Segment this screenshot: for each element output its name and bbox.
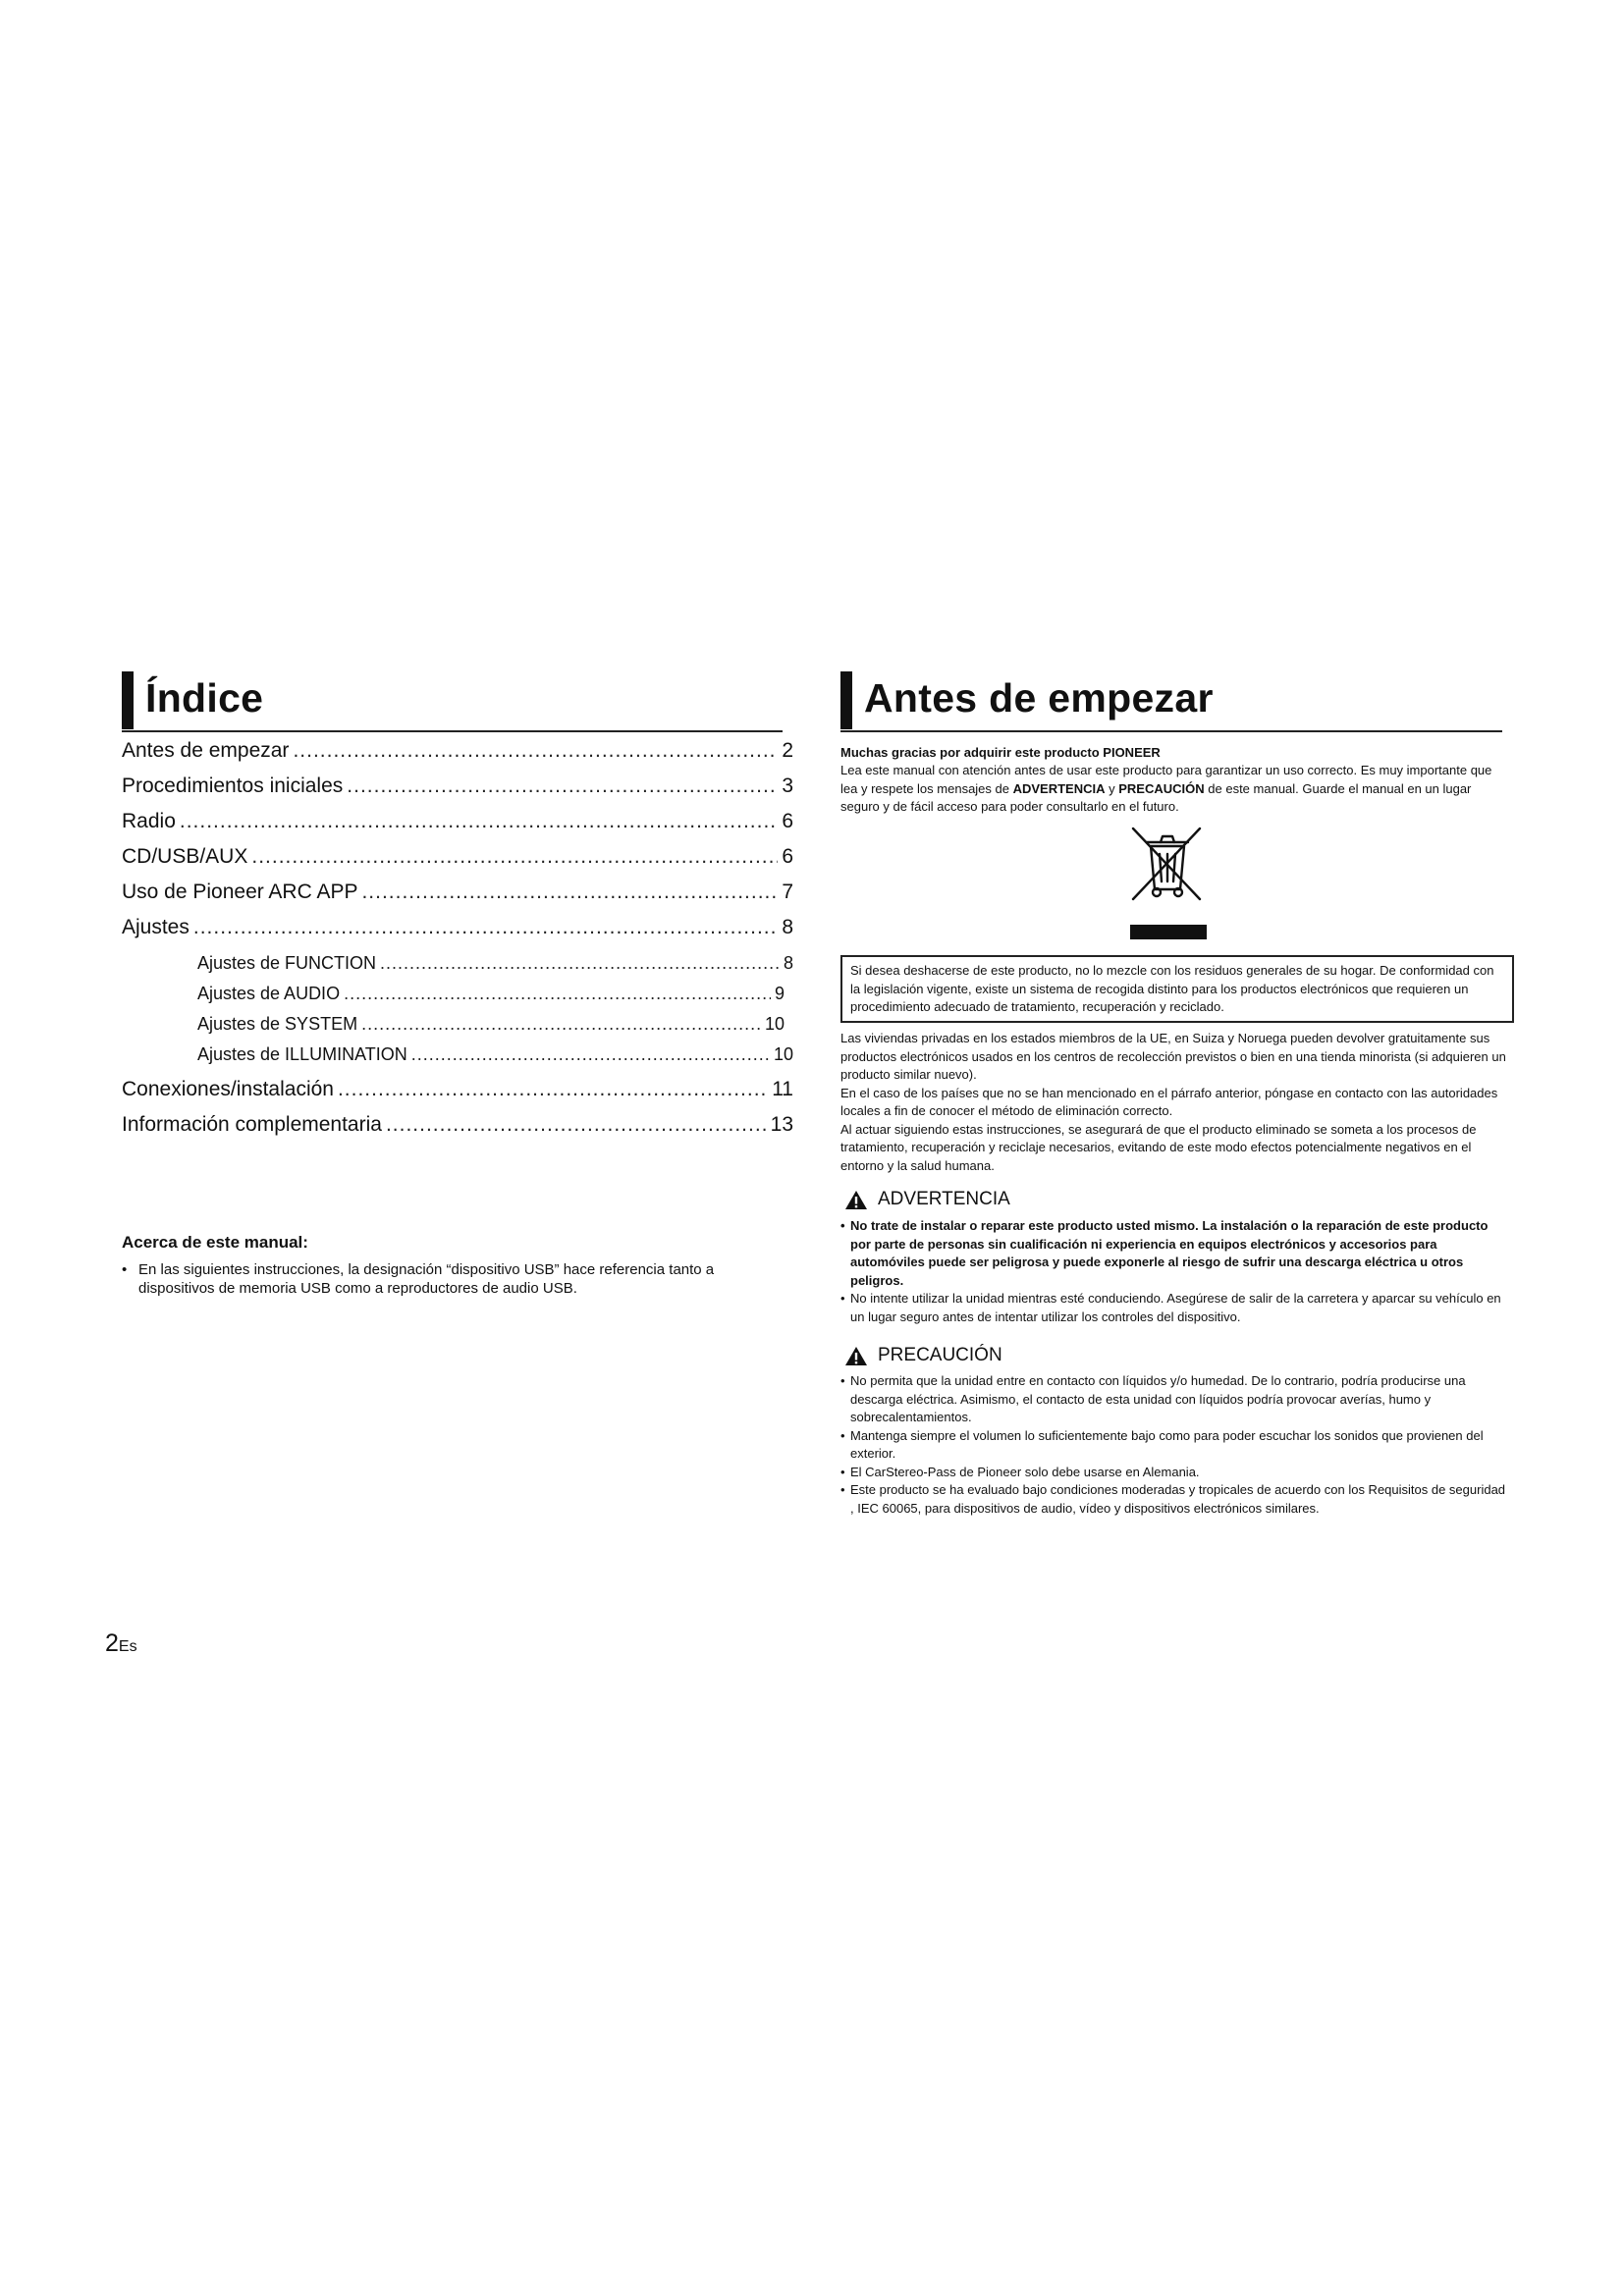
toc-leader [361, 881, 778, 904]
toc-entry-page: 2 [782, 739, 793, 762]
page-number [105, 1629, 137, 1658]
bullet: • [122, 1261, 128, 1278]
toc-entry-title: CD/USB/AUX [122, 845, 248, 868]
precaucion-heading [844, 1345, 1002, 1366]
warning-triangle-icon [844, 1346, 868, 1366]
toc-entry-page: 10 [764, 1014, 785, 1034]
caution-item-text: El CarStereo-Pass de Pioneer solo debe usarse en Alemania. [850, 1464, 1200, 1479]
toc-leader [361, 1014, 761, 1035]
intro-text: Lea este manual con atención antes de usar este producto para garantizar un uso correcto. Es muy importante que lea y respete los mensajes de [840, 763, 1492, 796]
toc-entry-title: Ajustes [122, 916, 189, 938]
precaucion-list [840, 1372, 1508, 1518]
list-item [840, 1427, 1508, 1464]
toc-entry-title: Ajustes de AUDIO [197, 984, 341, 1003]
antes-title: Antes de empezar [864, 675, 1214, 721]
intro-paragraph [840, 762, 1508, 817]
toc-leader [344, 984, 771, 1004]
caution-item-text: No permita que la unidad entre en contacto con líquidos y/o humedad. De lo contrario, podría producirse una descarga eléctrica. Asimismo, el contacto de esta unidad con líquidos podría provocar averías, humo y sobrecalentamientos. [850, 1373, 1466, 1424]
toc-entry-page: 7 [782, 881, 793, 903]
toc-entry-arc-app[interactable] [122, 881, 793, 910]
toc-leader [251, 845, 778, 869]
toc-entry-antes[interactable] [122, 739, 793, 769]
toc-entry-page: 6 [782, 810, 793, 832]
bullet: • [840, 1373, 845, 1388]
toc-entry-page: 3 [782, 774, 793, 797]
precaucion-title: PRECAUCIÓN [878, 1345, 1002, 1365]
toc-leader [411, 1044, 770, 1065]
toc-entry-radio[interactable] [122, 810, 793, 839]
toc-leader [180, 810, 778, 833]
caution-item-text: Mantenga siempre el volumen lo suficientemente bajo como para poder escuchar los sonidos que provienen del exterior. [850, 1427, 1484, 1461]
toc-leader [347, 774, 778, 798]
crossed-out-wheelie-bin-icon [1127, 827, 1210, 940]
intro-text: de este manual. Guarde el manual en un lugar seguro y de fácil acceso para poder consultarlo en el futuro. [840, 780, 1472, 814]
toc-entry-title: Información complementaria [122, 1113, 382, 1136]
bullet: • [840, 1427, 845, 1443]
toc-sub-illumination[interactable] [197, 1044, 793, 1070]
bullet: • [840, 1218, 845, 1233]
about-manual-text [122, 1260, 789, 1298]
toc-entry-cd-usb-aux[interactable] [122, 845, 793, 875]
advertencia-list [840, 1217, 1508, 1326]
toc-entry-procedimientos[interactable] [122, 774, 793, 804]
toc-entry-page: 6 [782, 845, 793, 868]
toc-entry-page: 13 [770, 1113, 793, 1136]
toc-leader [386, 1113, 767, 1137]
toc-entry-page: 11 [772, 1078, 793, 1100]
bullet: • [840, 1464, 845, 1479]
toc-sub-audio[interactable] [197, 984, 785, 1009]
advertencia-heading [844, 1189, 1010, 1210]
about-manual-paragraph: En las siguientes instrucciones, la designación “dispositivo USB” hace referencia tanto a dispositivos de memoria USB como a reproductores de audio USB. [138, 1261, 715, 1297]
list-item [840, 1372, 1508, 1427]
heading-bar [122, 671, 134, 729]
list-item [840, 1217, 1508, 1290]
toc-entry-title: Radio [122, 810, 176, 832]
intro-bold-precaucion: PRECAUCIÓN [1118, 780, 1205, 796]
disposal-notice-text: Si desea deshacerse de este producto, no lo mezcle con los residuos generales de su hogar. De conformidad con la legislación vigente, existe un sistema de recogida distinto para los productos electrónicos que requieren un procedimiento adecuado de tratamiento, recuperación y reciclado. [850, 963, 1494, 1014]
heading-bar [840, 671, 852, 729]
warning-triangle-icon [844, 1190, 868, 1210]
toc-entry-ajustes[interactable] [122, 916, 793, 945]
toc-entry-title: Ajustes de SYSTEM [197, 1014, 358, 1034]
antes-heading [840, 671, 1502, 732]
list-item [840, 1481, 1508, 1518]
toc-entry-title: Conexiones/instalación [122, 1078, 334, 1100]
toc-sub-system[interactable] [197, 1014, 785, 1040]
list-item [840, 1464, 1508, 1482]
intro-text: y [1105, 780, 1119, 796]
advertencia-title: ADVERTENCIA [878, 1189, 1010, 1209]
bullet: • [840, 1482, 845, 1497]
toc-leader [193, 916, 778, 939]
warning-item-text: No intente utilizar la unidad mientras esté conduciendo. Asegúrese de salir de la carretera y aparcar su vehículo en un lugar seguro antes de intentar utilizar los controles del dispositivo. [850, 1291, 1501, 1324]
toc-entry-title: Procedimientos iniciales [122, 774, 344, 797]
toc-entry-title: Ajustes de FUNCTION [197, 953, 377, 973]
index-heading [122, 671, 783, 732]
toc-sub-function[interactable] [197, 953, 793, 979]
intro-heading: Muchas gracias por adquirir este producto PIONEER [840, 745, 1161, 760]
disposal-notice-box [840, 955, 1514, 1023]
eu-disposal-text [840, 1030, 1508, 1175]
toc-entry-page: 8 [783, 953, 793, 973]
eu-paragraph-3: Al actuar siguiendo estas instrucciones, se asegurará de que el producto eliminado se someta a los procesos de tratamiento, recuperación y reciclaje necesarios, evitando de este modo efectos potencialmente negativos en el entorno y la salud humana. [840, 1121, 1477, 1173]
toc-leader [380, 953, 780, 974]
toc-leader [293, 739, 778, 763]
index-title: Índice [145, 675, 264, 721]
toc-entry-page: 8 [782, 916, 793, 938]
toc-entry-page: 10 [773, 1044, 793, 1064]
caution-item-text: Este producto se ha evaluado bajo condiciones moderadas y tropicales de acuerdo con los Requisitos de seguridad , IEC 60065, para dispositivos de audio, vídeo y dispositivos electrónicos similares. [850, 1482, 1506, 1516]
warning-item-text: No trate de instalar o reparar este producto usted mismo. La instalación o la reparación de este producto por parte de personas sin cualificación ni experiencia en equipos electrónicos y accesorios para automóviles puede ser peligrosa y puede exponerle al riesgo de sufrir una descarga eléctrica u otros peligros. [850, 1218, 1489, 1288]
toc-leader [338, 1078, 768, 1101]
toc-entry-title: Uso de Pioneer ARC APP [122, 881, 358, 903]
toc-entry-page: 9 [774, 984, 785, 1003]
list-item [840, 1290, 1508, 1326]
toc-entry-informacion[interactable] [122, 1113, 793, 1143]
toc-entry-title: Antes de empezar [122, 739, 290, 762]
eu-paragraph-1: Las viviendas privadas en los estados miembros de la UE, en Suiza y Noruega pueden devolver gratuitamente sus productos electrónicos usados en los centros de recolección previstos o bien en una tienda minorista (si adquieren un producto similar nuevo). [840, 1031, 1506, 1082]
about-manual-title: Acerca de este manual: [122, 1233, 308, 1252]
toc-entry-title: Ajustes de ILLUMINATION [197, 1044, 407, 1064]
bullet: • [840, 1291, 845, 1306]
toc-entry-conexiones[interactable] [122, 1078, 793, 1107]
language-code: Es [118, 1638, 137, 1655]
page-number-value: 2 [105, 1629, 119, 1657]
eu-paragraph-2: En el caso de los países que no se han mencionado en el párrafo anterior, póngase en contacto con las autoridades locales a fin de conocer el método de eliminación correcto. [840, 1085, 1498, 1118]
intro-bold-advertencia: ADVERTENCIA [1012, 780, 1106, 796]
